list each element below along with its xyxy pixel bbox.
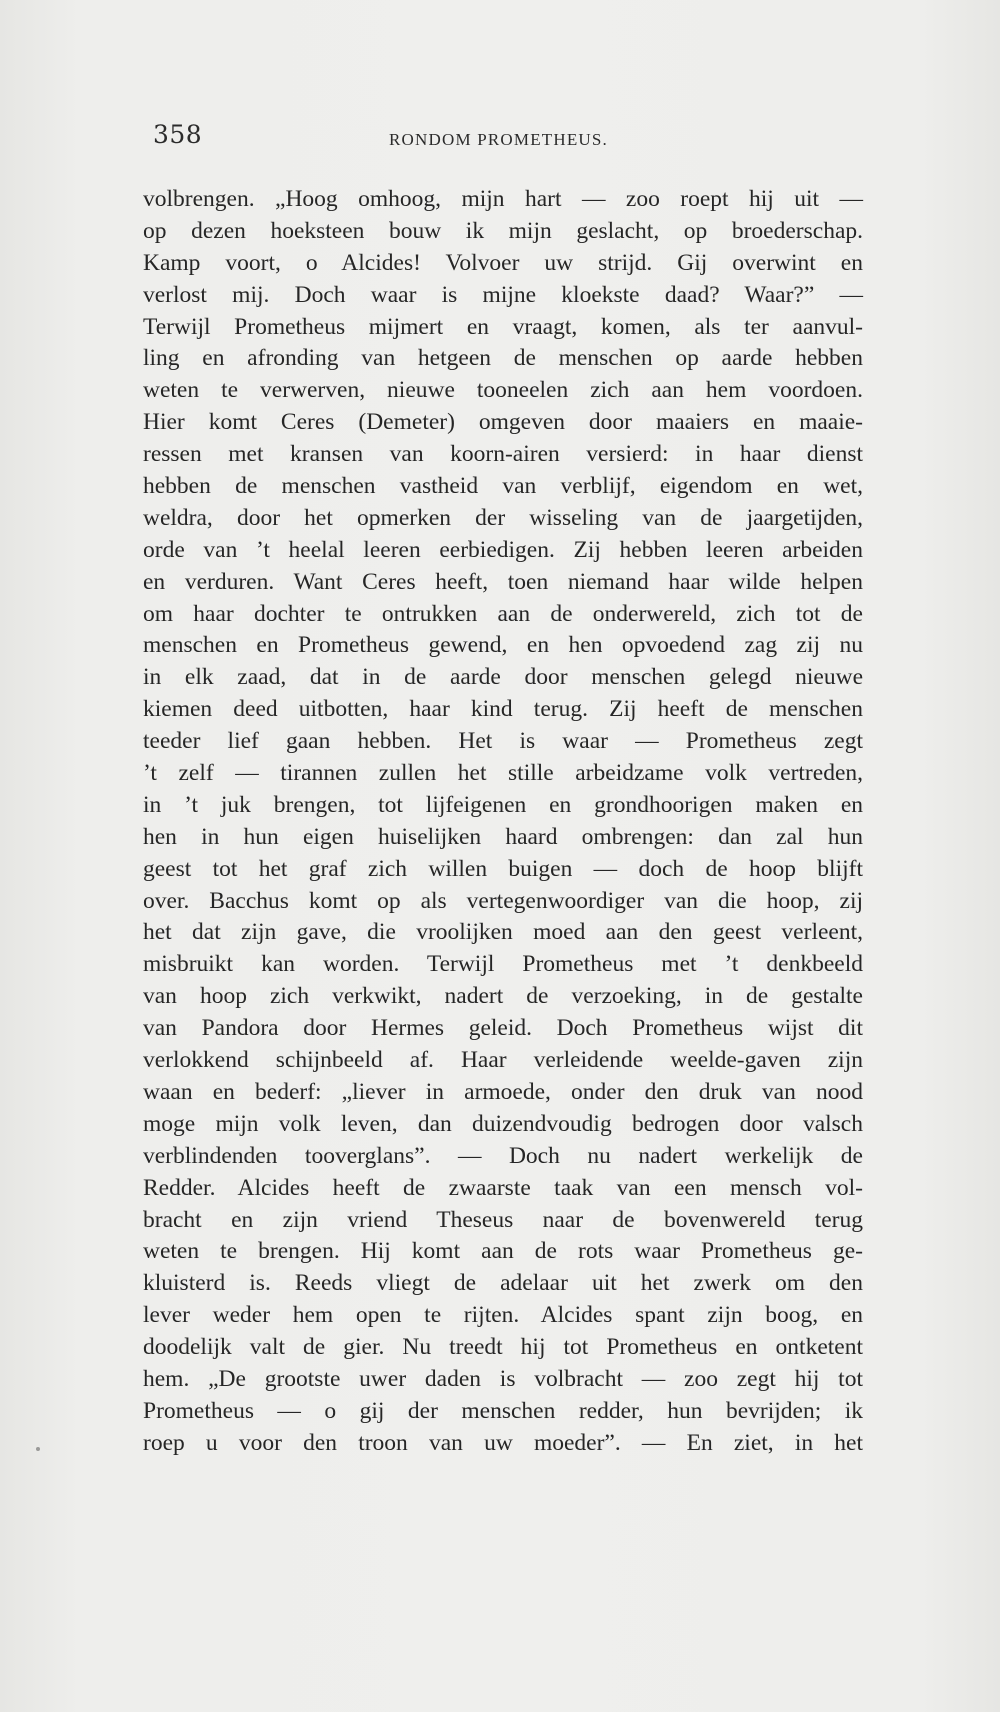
text-line: om haar dochter te ontrukken aan de onderwereld, zich tot de [143, 600, 863, 627]
text-line: waan en bederf: „liever in armoede, onder den druk van nood [143, 1078, 863, 1105]
text-line: in elk zaad, dat in de aarde door menschen gelegd nieuwe [143, 664, 863, 691]
text-line: hem. „De grootste uwer daden is volbracht — zoo zegt hij tot [143, 1365, 863, 1392]
text-line: menschen en Prometheus gewend, en hen opvoedend zag zij nu [143, 632, 863, 659]
text-line: verblindenden tooverglans”. — Doch nu nadert werkelijk de [143, 1142, 863, 1169]
text-line: van Pandora door Hermes geleid. Doch Prometheus wijst dit [143, 1015, 863, 1042]
text-line: op dezen hoeksteen bouw ik mijn geslacht, op broederschap. [143, 217, 863, 244]
text-line: van hoop zich verkwikt, nadert de verzoeking, in de gestalte [143, 983, 863, 1010]
text-line: hen in hun eigen huiselijken haard ombrengen: dan zal hun [143, 823, 863, 850]
text-line: ressen met kransen van koorn-airen versierd: in haar dienst [143, 441, 863, 468]
text-line-last: roep u voor den troon van uw moeder”. — En ziet, in het [143, 1429, 863, 1456]
text-line: Terwijl Prometheus mijmert en vraagt, komen, als ter aanvul- [143, 313, 863, 340]
text-line: weten te brengen. Hij komt aan de rots waar Prometheus ge- [143, 1238, 863, 1265]
text-line: verlost mij. Doch waar is mijne kloekste daad? Waar?” — [143, 281, 863, 308]
text-line: doodelijk valt de gier. Nu treedt hij tot Prometheus en ontketent [143, 1334, 863, 1361]
text-line: verlokkend schijnbeeld af. Haar verleidende weelde-gaven zijn [143, 1047, 863, 1074]
text-line: Kamp voort, o Alcides! Volvoer uw strijd. Gij overwint en [143, 249, 863, 276]
text-line: en verduren. Want Ceres heeft, toen niemand haar wilde helpen [143, 568, 863, 595]
text-line: Redder. Alcides heeft de zwaarste taak van een mensch vol- [143, 1174, 863, 1201]
text-line: ling en afronding van hetgeen de menschen op aarde hebben [143, 345, 863, 372]
text-line: in ’t juk brengen, tot lijfeigenen en grondhoorigen maken en [143, 791, 863, 818]
text-line: geest tot het graf zich willen buigen — doch de hoop blijft [143, 855, 863, 882]
text-line: hebben de menschen vastheid van verblijf, eigendom en wet, [143, 473, 863, 500]
body-text [143, 184, 863, 1460]
text-line: misbruikt kan worden. Terwijl Prometheus met ’t denkbeeld [143, 951, 863, 978]
text-line: het dat zijn gave, die vroolijken moed aan den geest verleent, [143, 919, 863, 946]
text-line: Hier komt Ceres (Demeter) omgeven door maaiers en maaie- [143, 409, 863, 436]
text-line: teeder lief gaan hebben. Het is waar — Prometheus zegt [143, 728, 863, 755]
text-line: kluisterd is. Reeds vliegt de adelaar uit het zwerk om den [143, 1270, 863, 1297]
text-line: ’t zelf — tirannen zullen het stille arbeidzame volk vertreden, [143, 760, 863, 787]
text-line: orde van ’t heelal leeren eerbiedigen. Zij hebben leeren arbeiden [143, 536, 863, 563]
text-line: volbrengen. „Hoog omhoog, mijn hart — zoo roept hij uit — [143, 186, 863, 212]
running-title: RONDOM PROMETHEUS. [389, 130, 609, 149]
text-line: weldra, door het opmerken der wisseling van de jaargetijden, [143, 504, 863, 531]
text-line: over. Bacchus komt op als vertegenwoordiger van die hoop, zij [143, 887, 863, 914]
text-line: moge mijn volk leven, dan duizendvoudig bedrogen door valsch [143, 1110, 863, 1137]
page-number: 358 [153, 120, 203, 149]
paper-speck [36, 1447, 40, 1451]
text-line: bracht en zijn vriend Theseus naar de bovenwereld terug [143, 1206, 863, 1233]
text-line: lever weder hem open te rijten. Alcides spant zijn boog, en [143, 1302, 863, 1329]
text-line: Prometheus — o gij der menschen redder, hun bevrijden; ik [143, 1397, 863, 1424]
text-line: kiemen deed uitbotten, haar kind terug. Zij heeft de menschen [143, 696, 863, 723]
text-line: weten te verwerven, nieuwe tooneelen zich aan hem voordoen. [143, 377, 863, 404]
